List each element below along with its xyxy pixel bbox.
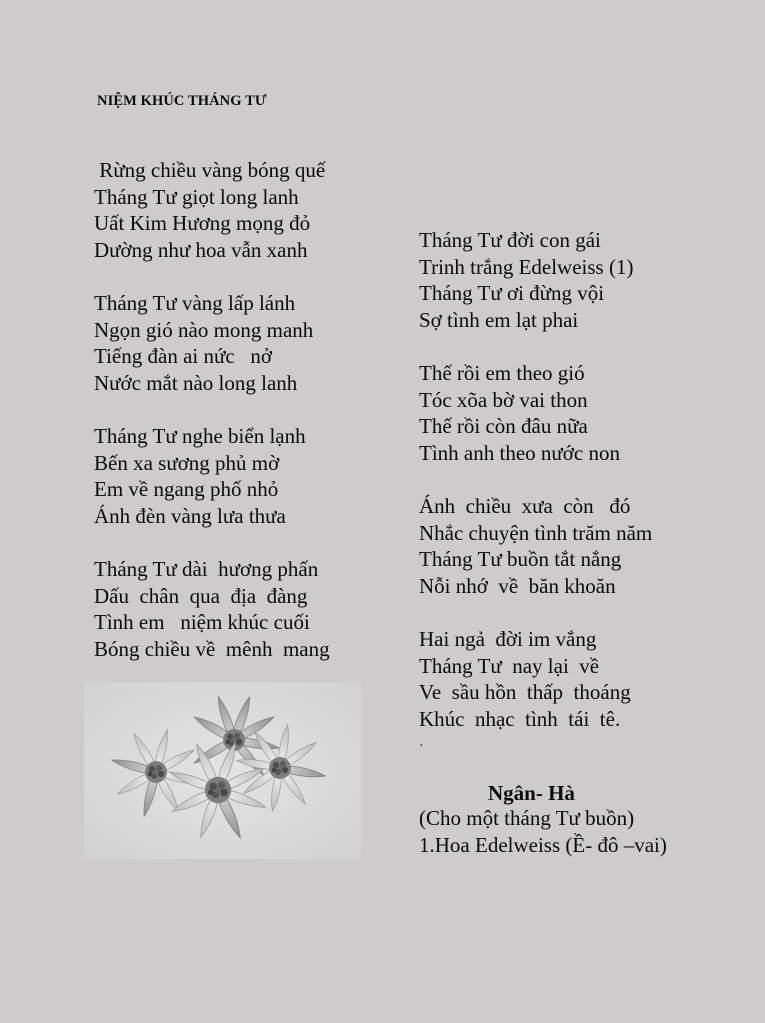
stanza [419, 626, 739, 732]
stanza [94, 290, 394, 396]
edelweiss-image [84, 682, 361, 859]
poem-line: Tháng Tư ơi đừng vội [419, 281, 605, 306]
stanza [94, 423, 394, 529]
poem-line: Tháng Tư nghe biển lạnh [94, 423, 306, 448]
poem-line: Dường như hoa vẫn xanh [94, 237, 308, 262]
footnote: 1.Hoa Edelweiss (Ề- đô –vai) [419, 833, 667, 857]
poem-line: Ngọn gió nào mong manh [94, 317, 314, 342]
poem-line: Sợ tình em lạt phai [419, 307, 579, 332]
left-column [94, 157, 394, 689]
poem-line: Dấu chân qua địa đàng [94, 583, 308, 608]
poem-line: Tình anh theo nước non [419, 440, 620, 465]
poem-line: Nỗi nhớ về băn khoăn [419, 573, 616, 598]
poem-line: Tóc xõa bờ vai thon [419, 387, 588, 412]
stanza [419, 360, 739, 466]
poem-line: Ánh đèn vàng lưa thưa [94, 503, 286, 528]
poem-line: Khúc nhạc tình tái tê. [419, 706, 621, 731]
stanza [94, 157, 394, 263]
poem-title: NIỆM KHÚC THÁNG TƯ [97, 93, 267, 109]
poem-line: Nước mắt nào long lanh [94, 370, 298, 395]
poem-line: Ánh chiều xưa còn đó [419, 493, 631, 518]
poem-line: Tháng Tư giọt long lanh [94, 184, 299, 209]
poem-line: Thế rồi em theo gió [419, 360, 585, 385]
author-name: Ngân- Hà [488, 781, 575, 805]
poem-line: Rừng chiều vàng bóng quế [94, 158, 326, 182]
poem-line: Uất Kim Hương mọng đỏ [94, 211, 311, 236]
stanza [419, 493, 739, 599]
poem-line: Bến xa sương phủ mờ [94, 450, 280, 475]
poem-line: Ve sầu hồn thấp thoáng [419, 680, 631, 705]
stray-mark: , [420, 737, 423, 748]
poem-line: Thế rồi còn đâu nữa [419, 414, 588, 439]
right-column [419, 227, 739, 759]
poem-line: Hai ngả đời im vắng [419, 626, 597, 651]
stanza [419, 227, 739, 333]
stanza [94, 556, 394, 662]
poem-line: Nhắc chuyện tình trăm năm [419, 520, 653, 545]
dedication: (Cho một tháng Tư buồn) [419, 806, 635, 830]
flower-illustration [84, 682, 361, 859]
poem-line: Em về ngang phố nhỏ [94, 477, 279, 502]
poem-line: Tình em niệm khúc cuối [94, 610, 310, 635]
poem-line: Tháng Tư vàng lấp lánh [94, 290, 296, 315]
poem-line: Tiếng đàn ai nức nở [94, 344, 273, 369]
poem-line: Trinh trắng Edelweiss (1) [419, 254, 634, 279]
poem-line: Tháng Tư dài hương phấn [94, 556, 319, 581]
poem-line: Tháng Tư đời con gái [419, 228, 601, 252]
poem-line: Tháng Tư buồn tắt nắng [419, 547, 622, 572]
poem-line: Bóng chiều về mênh mang [94, 636, 330, 661]
poem-line: Tháng Tư nay lại về [419, 653, 600, 678]
